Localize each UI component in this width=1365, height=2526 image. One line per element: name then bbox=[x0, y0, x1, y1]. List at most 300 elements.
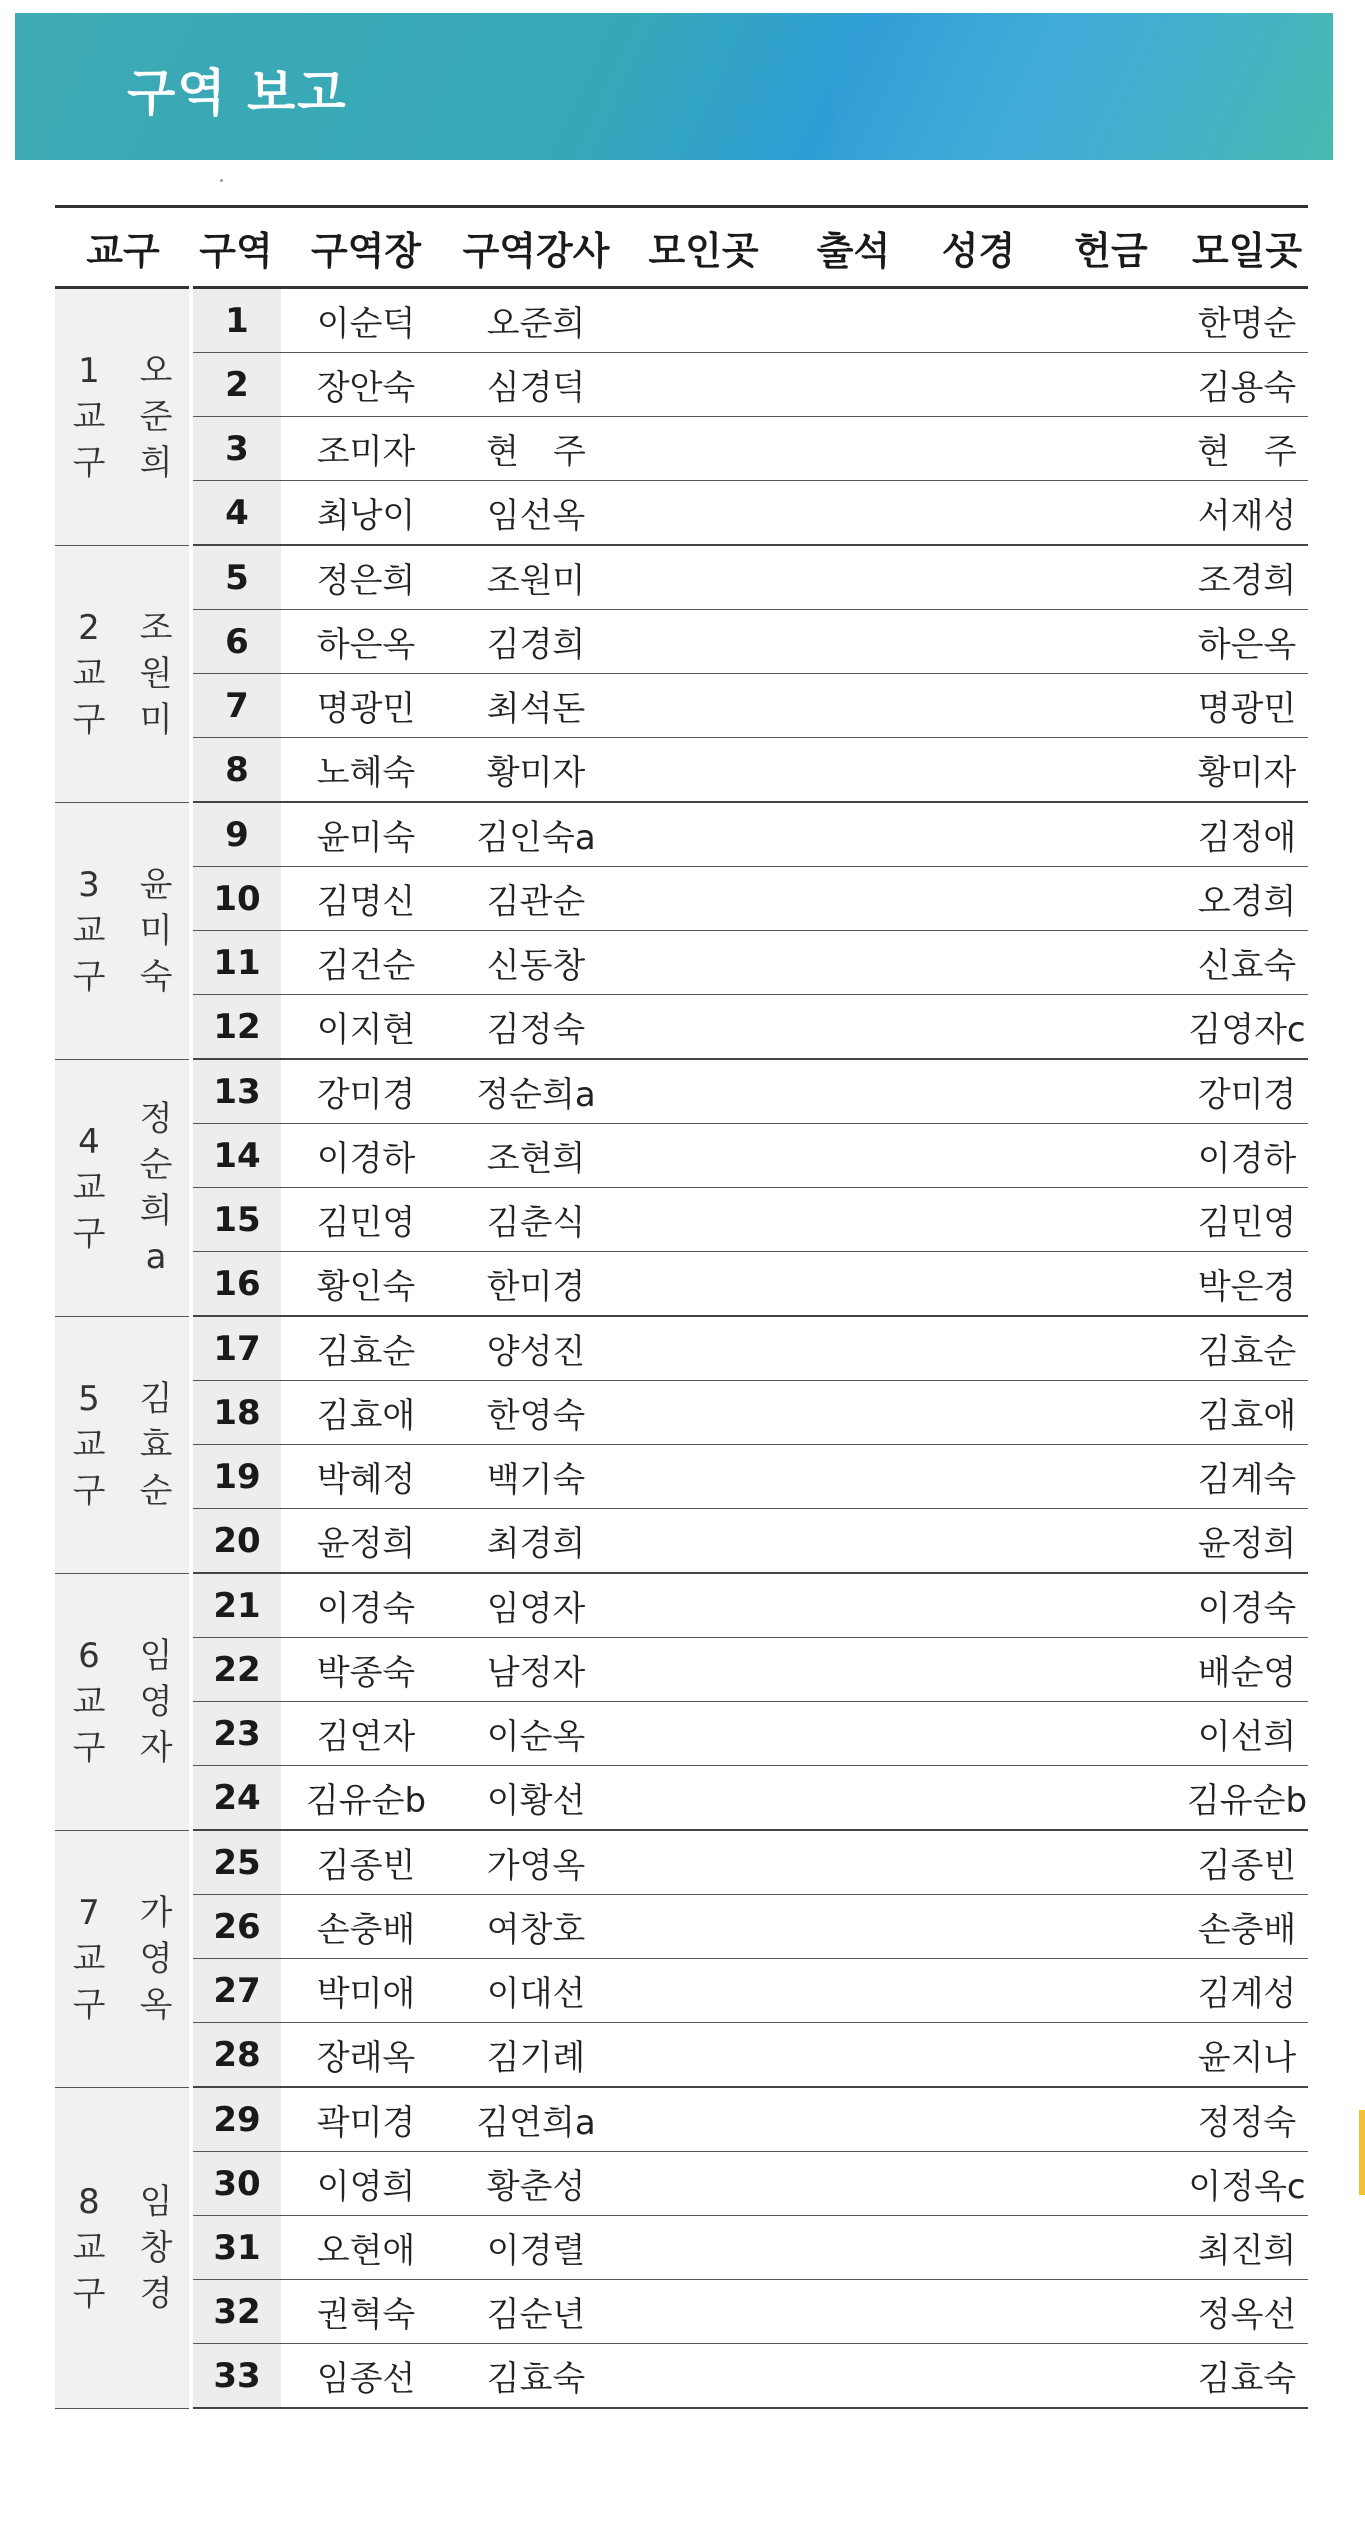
zone-teacher: 김정숙 bbox=[451, 995, 621, 1060]
table-row bbox=[55, 802, 1308, 867]
table-row bbox=[55, 288, 1308, 353]
district-leader-cell bbox=[123, 1573, 191, 1830]
zone-leader: 김종빈 bbox=[281, 1830, 451, 1895]
district-leader-cell bbox=[123, 1316, 191, 1573]
met-place bbox=[621, 2152, 786, 2216]
zone-number: 18 bbox=[191, 1381, 281, 1445]
zone-number: 8 bbox=[191, 738, 281, 803]
bible bbox=[921, 1895, 1036, 1959]
met-place bbox=[621, 995, 786, 1060]
bible bbox=[921, 995, 1036, 1060]
zone-number: 23 bbox=[191, 1702, 281, 1766]
zone-leader: 김유순b bbox=[281, 1766, 451, 1831]
attendance bbox=[786, 545, 921, 610]
zone-teacher: 최경희 bbox=[451, 1509, 621, 1574]
district-name: 3교구 bbox=[72, 864, 106, 997]
offering bbox=[1036, 1573, 1186, 1638]
district-name-cell bbox=[55, 1573, 123, 1830]
attendance bbox=[786, 2023, 921, 2088]
page-title: 구역 보고 bbox=[127, 64, 348, 122]
met-place bbox=[621, 802, 786, 867]
met-place bbox=[621, 1124, 786, 1188]
zone-leader: 이경숙 bbox=[281, 1573, 451, 1638]
met-place bbox=[621, 2216, 786, 2280]
table-row bbox=[55, 2280, 1308, 2344]
table-row bbox=[55, 1895, 1308, 1959]
zone-number: 11 bbox=[191, 931, 281, 995]
zone-leader: 조미자 bbox=[281, 417, 451, 481]
district-leader-cell bbox=[123, 288, 191, 546]
attendance bbox=[786, 1766, 921, 1831]
zone-number: 31 bbox=[191, 2216, 281, 2280]
next-place: 이선희 bbox=[1186, 1702, 1308, 1766]
column-header-offering: 헌금 bbox=[1036, 207, 1186, 288]
table-row bbox=[55, 353, 1308, 417]
met-place bbox=[621, 867, 786, 931]
offering bbox=[1036, 288, 1186, 353]
attendance bbox=[786, 674, 921, 738]
met-place bbox=[621, 1895, 786, 1959]
bible bbox=[921, 1830, 1036, 1895]
attendance bbox=[786, 353, 921, 417]
zone-leader: 이순덕 bbox=[281, 288, 451, 353]
attendance bbox=[786, 1638, 921, 1702]
next-place: 김용숙 bbox=[1186, 353, 1308, 417]
met-place bbox=[621, 1252, 786, 1317]
bible bbox=[921, 931, 1036, 995]
offering bbox=[1036, 1959, 1186, 2023]
attendance bbox=[786, 1124, 921, 1188]
district-name: 5교구 bbox=[72, 1378, 106, 1511]
district-name-cell bbox=[55, 1830, 123, 2087]
attendance bbox=[786, 2087, 921, 2152]
column-header-zone-leader: 구역장 bbox=[281, 207, 451, 288]
offering bbox=[1036, 738, 1186, 803]
attendance bbox=[786, 417, 921, 481]
zone-teacher: 남정자 bbox=[451, 1638, 621, 1702]
next-place: 김영자c bbox=[1186, 995, 1308, 1060]
column-header-met-place: 모인곳 bbox=[621, 207, 786, 288]
met-place bbox=[621, 353, 786, 417]
attendance bbox=[786, 2344, 921, 2409]
table-row bbox=[55, 1638, 1308, 1702]
zone-teacher: 황미자 bbox=[451, 738, 621, 803]
table-row bbox=[55, 1830, 1308, 1895]
zone-leader: 명광민 bbox=[281, 674, 451, 738]
next-place: 강미경 bbox=[1186, 1059, 1308, 1124]
attendance bbox=[786, 2152, 921, 2216]
next-place: 서재성 bbox=[1186, 481, 1308, 546]
zone-number: 30 bbox=[191, 2152, 281, 2216]
offering bbox=[1036, 2152, 1186, 2216]
zone-number: 7 bbox=[191, 674, 281, 738]
table-row bbox=[55, 1702, 1308, 1766]
offering bbox=[1036, 1766, 1186, 1831]
bible bbox=[921, 1252, 1036, 1317]
zone-teacher: 김순년 bbox=[451, 2280, 621, 2344]
met-place bbox=[621, 1959, 786, 2023]
zone-teacher: 황춘성 bbox=[451, 2152, 621, 2216]
bible bbox=[921, 867, 1036, 931]
zone-teacher: 이황선 bbox=[451, 1766, 621, 1831]
offering bbox=[1036, 1124, 1186, 1188]
next-place: 김유순b bbox=[1186, 1766, 1308, 1831]
zone-number: 19 bbox=[191, 1445, 281, 1509]
zone-leader: 이지현 bbox=[281, 995, 451, 1060]
zone-teacher: 임선옥 bbox=[451, 481, 621, 546]
district-leader-cell bbox=[123, 2087, 191, 2408]
bible bbox=[921, 1188, 1036, 1252]
column-header-attendance: 출석 bbox=[786, 207, 921, 288]
attendance bbox=[786, 931, 921, 995]
zone-teacher: 정순희a bbox=[451, 1059, 621, 1124]
district-name: 6교구 bbox=[72, 1635, 106, 1768]
column-header-next-place: 모일곳 bbox=[1186, 207, 1308, 288]
offering bbox=[1036, 545, 1186, 610]
zone-teacher: 임영자 bbox=[451, 1573, 621, 1638]
next-place: 황미자 bbox=[1186, 738, 1308, 803]
district-name: 4교구 bbox=[72, 1121, 106, 1254]
next-place: 배순영 bbox=[1186, 1638, 1308, 1702]
offering bbox=[1036, 1702, 1186, 1766]
table-row bbox=[55, 674, 1308, 738]
offering bbox=[1036, 1252, 1186, 1317]
zone-number: 24 bbox=[191, 1766, 281, 1831]
zone-number: 25 bbox=[191, 1830, 281, 1895]
offering bbox=[1036, 2344, 1186, 2409]
next-place: 정옥선 bbox=[1186, 2280, 1308, 2344]
next-place: 오경희 bbox=[1186, 867, 1308, 931]
offering bbox=[1036, 2023, 1186, 2088]
zone-teacher: 여창호 bbox=[451, 1895, 621, 1959]
next-place: 김계숙 bbox=[1186, 1445, 1308, 1509]
table-row bbox=[55, 1445, 1308, 1509]
zone-number: 26 bbox=[191, 1895, 281, 1959]
next-place: 명광민 bbox=[1186, 674, 1308, 738]
zone-leader: 김효순 bbox=[281, 1316, 451, 1381]
met-place bbox=[621, 610, 786, 674]
zone-leader: 김명신 bbox=[281, 867, 451, 931]
zone-number: 9 bbox=[191, 802, 281, 867]
zone-teacher: 김기례 bbox=[451, 2023, 621, 2088]
attendance bbox=[786, 802, 921, 867]
table-row bbox=[55, 738, 1308, 803]
district-leader: 가영옥 bbox=[139, 1892, 173, 2025]
district-name: 8교구 bbox=[72, 2181, 106, 2314]
zone-teacher: 김경희 bbox=[451, 610, 621, 674]
district-name-cell bbox=[55, 1316, 123, 1573]
zone-number: 14 bbox=[191, 1124, 281, 1188]
zone-teacher: 양성진 bbox=[451, 1316, 621, 1381]
met-place bbox=[621, 1059, 786, 1124]
zone-leader: 최낭이 bbox=[281, 481, 451, 546]
table-row bbox=[55, 1766, 1308, 1831]
offering bbox=[1036, 867, 1186, 931]
bible bbox=[921, 2216, 1036, 2280]
table-row bbox=[55, 1316, 1308, 1381]
bible bbox=[921, 417, 1036, 481]
met-place bbox=[621, 1381, 786, 1445]
bible bbox=[921, 2280, 1036, 2344]
table-header-row bbox=[55, 207, 1308, 288]
district-leader: 정순희a bbox=[139, 1098, 173, 1277]
zone-number: 33 bbox=[191, 2344, 281, 2409]
met-place bbox=[621, 1445, 786, 1509]
scan-speck bbox=[220, 179, 223, 182]
district-leader: 윤미숙 bbox=[139, 864, 173, 997]
next-place: 김효순 bbox=[1186, 1316, 1308, 1381]
zone-leader: 정은희 bbox=[281, 545, 451, 610]
district-leader-cell bbox=[123, 545, 191, 802]
attendance bbox=[786, 1381, 921, 1445]
zone-teacher: 김인숙a bbox=[451, 802, 621, 867]
next-place: 김정애 bbox=[1186, 802, 1308, 867]
district-name: 1교구 bbox=[72, 350, 106, 483]
attendance bbox=[786, 1252, 921, 1317]
zone-leader: 박혜정 bbox=[281, 1445, 451, 1509]
next-place: 현 주 bbox=[1186, 417, 1308, 481]
zone-number: 29 bbox=[191, 2087, 281, 2152]
zone-number: 6 bbox=[191, 610, 281, 674]
zone-leader: 노혜숙 bbox=[281, 738, 451, 803]
district-report-table bbox=[55, 205, 1308, 2409]
zone-number: 5 bbox=[191, 545, 281, 610]
bible bbox=[921, 2087, 1036, 2152]
bible bbox=[921, 1573, 1036, 1638]
column-header-district: 교구 bbox=[55, 207, 191, 288]
zone-number: 27 bbox=[191, 1959, 281, 2023]
next-place: 김계성 bbox=[1186, 1959, 1308, 2023]
attendance bbox=[786, 1445, 921, 1509]
bible bbox=[921, 353, 1036, 417]
met-place bbox=[621, 1188, 786, 1252]
zone-number: 21 bbox=[191, 1573, 281, 1638]
table-row bbox=[55, 995, 1308, 1060]
next-place: 신효숙 bbox=[1186, 931, 1308, 995]
attendance bbox=[786, 867, 921, 931]
zone-teacher: 이대선 bbox=[451, 1959, 621, 2023]
district-leader-cell bbox=[123, 802, 191, 1059]
bible bbox=[921, 545, 1036, 610]
zone-number: 13 bbox=[191, 1059, 281, 1124]
column-header-bible: 성경 bbox=[921, 207, 1036, 288]
next-place: 박은경 bbox=[1186, 1252, 1308, 1317]
zone-number: 16 bbox=[191, 1252, 281, 1317]
zone-number: 10 bbox=[191, 867, 281, 931]
met-place bbox=[621, 931, 786, 995]
met-place bbox=[621, 1766, 786, 1831]
attendance bbox=[786, 1702, 921, 1766]
zone-teacher: 김연희a bbox=[451, 2087, 621, 2152]
next-place: 김효애 bbox=[1186, 1381, 1308, 1445]
offering bbox=[1036, 1381, 1186, 1445]
district-leader: 임창경 bbox=[139, 2181, 173, 2314]
district-leader: 오준희 bbox=[139, 350, 173, 483]
attendance bbox=[786, 1316, 921, 1381]
next-place: 하은옥 bbox=[1186, 610, 1308, 674]
offering bbox=[1036, 995, 1186, 1060]
bible bbox=[921, 2344, 1036, 2409]
met-place bbox=[621, 674, 786, 738]
met-place bbox=[621, 545, 786, 610]
zone-number: 4 bbox=[191, 481, 281, 546]
zone-leader: 김효애 bbox=[281, 1381, 451, 1445]
table-row bbox=[55, 931, 1308, 995]
attendance bbox=[786, 1509, 921, 1574]
table-row bbox=[55, 481, 1308, 546]
zone-number: 15 bbox=[191, 1188, 281, 1252]
district-leader-cell bbox=[123, 1830, 191, 2087]
zone-number: 32 bbox=[191, 2280, 281, 2344]
offering bbox=[1036, 1830, 1186, 1895]
met-place bbox=[621, 2087, 786, 2152]
offering bbox=[1036, 1445, 1186, 1509]
district-leader: 임영자 bbox=[139, 1635, 173, 1768]
attendance bbox=[786, 2280, 921, 2344]
zone-leader: 하은옥 bbox=[281, 610, 451, 674]
next-place: 한명순 bbox=[1186, 288, 1308, 353]
table-body bbox=[55, 288, 1308, 2409]
next-place: 윤지나 bbox=[1186, 2023, 1308, 2088]
table-row bbox=[55, 545, 1308, 610]
bible bbox=[921, 1638, 1036, 1702]
table-row bbox=[55, 2216, 1308, 2280]
zone-teacher: 조현희 bbox=[451, 1124, 621, 1188]
zone-number: 22 bbox=[191, 1638, 281, 1702]
next-place: 김효숙 bbox=[1186, 2344, 1308, 2409]
table-row bbox=[55, 1124, 1308, 1188]
column-header-zone: 구역 bbox=[191, 207, 281, 288]
district-leader: 김효순 bbox=[139, 1378, 173, 1511]
next-place: 손충배 bbox=[1186, 1895, 1308, 1959]
offering bbox=[1036, 674, 1186, 738]
attendance bbox=[786, 481, 921, 546]
zone-leader: 임종선 bbox=[281, 2344, 451, 2409]
district-name-cell bbox=[55, 288, 123, 546]
table-row bbox=[55, 417, 1308, 481]
attendance bbox=[786, 610, 921, 674]
district-name-cell bbox=[55, 802, 123, 1059]
offering bbox=[1036, 1509, 1186, 1574]
next-place: 최진희 bbox=[1186, 2216, 1308, 2280]
zone-teacher: 신동창 bbox=[451, 931, 621, 995]
zone-leader: 오현애 bbox=[281, 2216, 451, 2280]
table-row bbox=[55, 2344, 1308, 2409]
next-place: 이경숙 bbox=[1186, 1573, 1308, 1638]
zone-number: 12 bbox=[191, 995, 281, 1060]
table-row bbox=[55, 610, 1308, 674]
zone-leader: 윤정희 bbox=[281, 1509, 451, 1574]
table-row bbox=[55, 2023, 1308, 2088]
column-header-zone-teacher: 구역강사 bbox=[451, 207, 621, 288]
table-row bbox=[55, 1059, 1308, 1124]
zone-teacher: 심경덕 bbox=[451, 353, 621, 417]
bible bbox=[921, 1381, 1036, 1445]
zone-leader: 윤미숙 bbox=[281, 802, 451, 867]
title-banner bbox=[15, 13, 1333, 160]
attendance bbox=[786, 995, 921, 1060]
zone-number: 20 bbox=[191, 1509, 281, 1574]
offering bbox=[1036, 417, 1186, 481]
offering bbox=[1036, 931, 1186, 995]
table-row bbox=[55, 1509, 1308, 1574]
bible bbox=[921, 674, 1036, 738]
next-place: 정정숙 bbox=[1186, 2087, 1308, 2152]
met-place bbox=[621, 288, 786, 353]
offering bbox=[1036, 1316, 1186, 1381]
met-place bbox=[621, 1573, 786, 1638]
zone-leader: 김건순 bbox=[281, 931, 451, 995]
bible bbox=[921, 1124, 1036, 1188]
zone-leader: 장안숙 bbox=[281, 353, 451, 417]
zone-teacher: 한미경 bbox=[451, 1252, 621, 1317]
zone-teacher: 김효숙 bbox=[451, 2344, 621, 2409]
table-row bbox=[55, 1573, 1308, 1638]
zone-number: 2 bbox=[191, 353, 281, 417]
met-place bbox=[621, 481, 786, 546]
met-place bbox=[621, 1830, 786, 1895]
bible bbox=[921, 738, 1036, 803]
zone-number: 3 bbox=[191, 417, 281, 481]
zone-teacher: 오준희 bbox=[451, 288, 621, 353]
met-place bbox=[621, 738, 786, 803]
offering bbox=[1036, 2280, 1186, 2344]
offering bbox=[1036, 610, 1186, 674]
zone-number: 28 bbox=[191, 2023, 281, 2088]
bible bbox=[921, 1059, 1036, 1124]
met-place bbox=[621, 1509, 786, 1574]
table-row bbox=[55, 2087, 1308, 2152]
district-name-cell bbox=[55, 1059, 123, 1316]
zone-leader: 김연자 bbox=[281, 1702, 451, 1766]
district-name: 2교구 bbox=[72, 607, 106, 740]
zone-leader: 이영희 bbox=[281, 2152, 451, 2216]
zone-number: 17 bbox=[191, 1316, 281, 1381]
next-place: 김종빈 bbox=[1186, 1830, 1308, 1895]
bible bbox=[921, 481, 1036, 546]
table-row bbox=[55, 867, 1308, 931]
attendance bbox=[786, 288, 921, 353]
bible bbox=[921, 1316, 1036, 1381]
offering bbox=[1036, 802, 1186, 867]
next-place: 이경하 bbox=[1186, 1124, 1308, 1188]
offering bbox=[1036, 1188, 1186, 1252]
zone-leader: 박미애 bbox=[281, 1959, 451, 2023]
offering bbox=[1036, 481, 1186, 546]
zone-leader: 손충배 bbox=[281, 1895, 451, 1959]
bible bbox=[921, 1766, 1036, 1831]
zone-teacher: 조원미 bbox=[451, 545, 621, 610]
bible bbox=[921, 288, 1036, 353]
zone-leader: 장래옥 bbox=[281, 2023, 451, 2088]
zone-number: 1 bbox=[191, 288, 281, 353]
district-name-cell bbox=[55, 2087, 123, 2408]
bible bbox=[921, 1509, 1036, 1574]
zone-teacher: 백기숙 bbox=[451, 1445, 621, 1509]
bible bbox=[921, 1445, 1036, 1509]
offering bbox=[1036, 2216, 1186, 2280]
zone-teacher: 김관순 bbox=[451, 867, 621, 931]
zone-leader: 박종숙 bbox=[281, 1638, 451, 1702]
district-name-cell bbox=[55, 545, 123, 802]
zone-teacher: 현 주 bbox=[451, 417, 621, 481]
zone-teacher: 이경렬 bbox=[451, 2216, 621, 2280]
table-row bbox=[55, 1252, 1308, 1317]
attendance bbox=[786, 1830, 921, 1895]
met-place bbox=[621, 2023, 786, 2088]
attendance bbox=[786, 2216, 921, 2280]
attendance bbox=[786, 1573, 921, 1638]
